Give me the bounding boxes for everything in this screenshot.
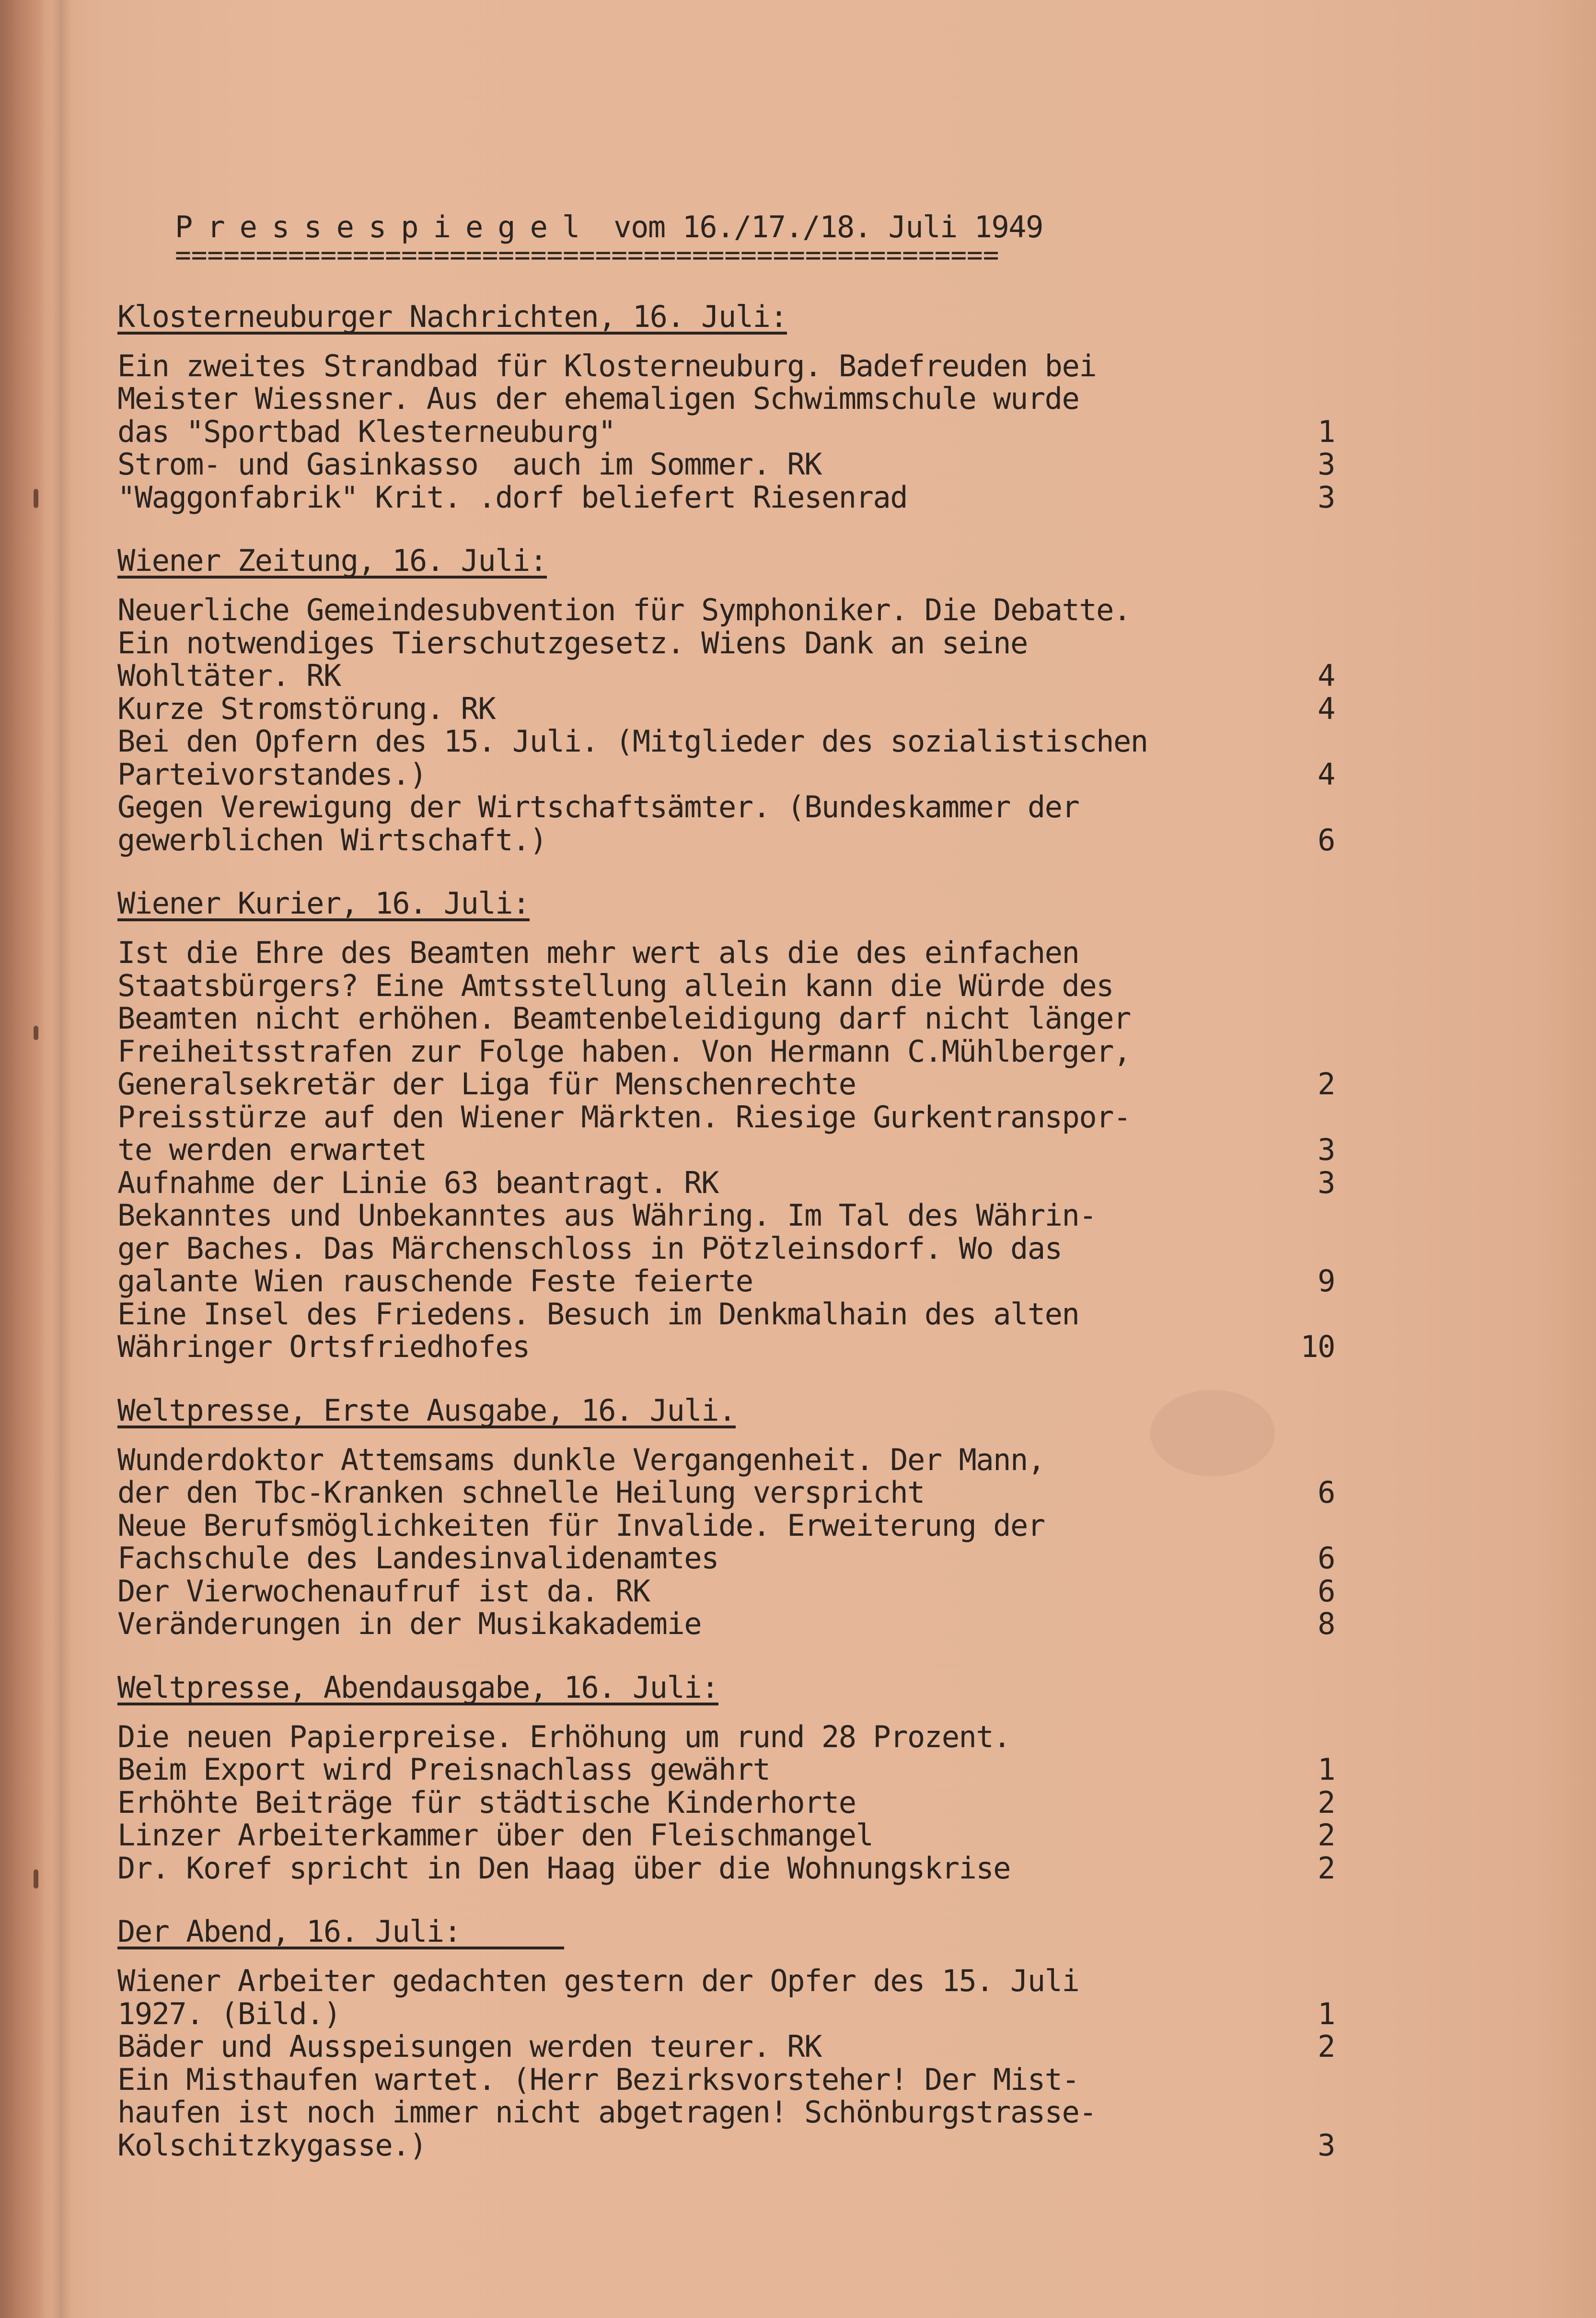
article-line <box>117 1298 1344 1331</box>
section-heading: Klosterneuburger Nachrichten, 16. Juli: <box>117 299 787 334</box>
article-line <box>117 1134 1344 1167</box>
page-number: 6 <box>1318 1573 1335 1609</box>
article-text: der den Tbc-Kranken schnelle Heilung verspricht <box>117 1475 925 1510</box>
page-number <box>1292 970 1344 1003</box>
article-text: Aufnahme der Linie 63 beantragt. RK <box>117 1165 718 1200</box>
article-text: Neuerliche Gemeindesubvention für Symphoniker. Die Debatte. <box>117 592 1131 627</box>
article-text: Bekanntes und Unbekanntes aus Währing. Im Tal des Währin- <box>117 1198 1097 1233</box>
page-number <box>1292 2096 1344 2129</box>
article-line <box>117 1476 1344 1509</box>
page-number: 2 <box>1318 1066 1335 1101</box>
article-text: Erhöhte Beiträge für städtische Kinderhorte <box>117 1785 856 1820</box>
article-line <box>117 758 1344 791</box>
press-review-document <box>117 211 1344 2162</box>
page-number: 2 <box>1318 1850 1335 1886</box>
page-number <box>1292 1232 1344 1265</box>
article-text: Meister Wiessner. Aus der ehemaligen Schwimmschule wurde <box>117 381 1079 416</box>
article-text: Neue Berufsmöglichkeiten für Invalide. Erweiterung der <box>117 1507 1045 1543</box>
document-title <box>117 211 1344 244</box>
article-line <box>117 1232 1344 1265</box>
article-line <box>117 1509 1344 1542</box>
article-text: Bäder und Ausspeisungen werden teurer. RK <box>117 2029 821 2064</box>
page-number: 3 <box>1318 2127 1335 2163</box>
article-text: Generalsekretär der Liga für Menschenrechte <box>117 1066 856 1101</box>
title-word: Pressespiegel <box>175 209 595 244</box>
article-line <box>117 2030 1344 2063</box>
page-number: 1 <box>1318 414 1335 449</box>
article-text: Kolschitzkygasse.) <box>117 2127 427 2163</box>
page-number: 10 <box>1300 1329 1335 1364</box>
article-line <box>117 824 1344 857</box>
article-text: gewerblichen Wirtschaft.) <box>117 822 547 858</box>
article-line <box>117 791 1344 824</box>
article-text: Wunderdoktor Attemsams dunkle Vergangenheit. Der Mann, <box>117 1442 1045 1477</box>
article-line <box>117 1199 1344 1232</box>
article-text: te werden erwartet <box>117 1132 427 1167</box>
title-double-rule: =================================================== <box>175 243 999 271</box>
article-text: ger Baches. Das Märchenschloss in Pötzleinsdorf. Wo das <box>117 1230 1062 1266</box>
page-number: 1 <box>1318 1996 1335 2031</box>
article-line <box>117 1753 1344 1786</box>
page-number <box>1292 725 1344 758</box>
article-text: Preisstürze auf den Wiener Märkten. Riesige Gurkentranspor- <box>117 1099 1131 1135</box>
article-line <box>117 2129 1344 2162</box>
article-line <box>117 1265 1344 1298</box>
article-line <box>117 1542 1344 1575</box>
page-number: 6 <box>1318 1475 1335 1510</box>
article-text: Der Vierwochenaufruf ist da. RK <box>117 1573 650 1609</box>
page-number <box>1292 1965 1344 1998</box>
title-date: vom 16./17./18. Juli 1949 <box>613 209 1043 244</box>
article-line <box>117 693 1344 726</box>
article-text: Wiener Arbeiter gedachten gestern der Opfer des 15. Juli <box>117 1963 1079 1998</box>
page-number <box>1292 382 1344 416</box>
newspaper-section <box>117 1671 1344 1885</box>
article-text: Ist die Ehre des Beamten mehr wert als die des einfachen <box>117 935 1079 970</box>
article-line <box>117 382 1344 416</box>
page-number <box>1292 1298 1344 1331</box>
newspaper-section <box>117 1915 1344 2162</box>
newspaper-section <box>117 887 1344 1364</box>
page-fold-shadow <box>0 0 77 2318</box>
article-line <box>117 1608 1344 1641</box>
page-number: 3 <box>1318 479 1335 515</box>
article-line <box>117 1444 1344 1477</box>
article-line <box>117 1167 1344 1200</box>
article-line <box>117 448 1344 481</box>
page-number: 6 <box>1318 822 1335 858</box>
article-line <box>117 970 1344 1003</box>
page-number: 3 <box>1318 1132 1335 1167</box>
article-text: Parteivorstandes.) <box>117 756 427 792</box>
binding-mark <box>34 1026 38 1040</box>
article-line <box>117 1002 1344 1035</box>
article-text: Gegen Verewigung der Wirtschaftsämter. (Bundeskammer der <box>117 789 1079 824</box>
page-number: 2 <box>1318 1785 1335 1820</box>
section-heading: Weltpresse, Abendausgabe, 16. Juli: <box>117 1669 718 1705</box>
article-text: das "Sportbad Klesterneuburg" <box>117 414 615 449</box>
article-line <box>117 1331 1344 1364</box>
article-text: Strom- und Gasinkasso auch im Sommer. RK <box>117 447 821 482</box>
page-number <box>1292 1721 1344 1754</box>
page-number <box>1292 937 1344 970</box>
article-line <box>117 1721 1344 1754</box>
article-text: Beim Export wird Preisnachlass gewährt <box>117 1752 770 1787</box>
article-line <box>117 1852 1344 1885</box>
page-number: 1 <box>1318 1752 1335 1787</box>
article-text: Fachschule des Landesinvalidenamtes <box>117 1541 718 1576</box>
page-number: 2 <box>1318 2029 1335 2064</box>
article-line <box>117 1819 1344 1852</box>
article-text: Bei den Opfern des 15. Juli. (Mitglieder des sozialistischen <box>117 724 1148 759</box>
page-number: 6 <box>1318 1541 1335 1576</box>
sections-container <box>117 301 1344 2162</box>
page-number <box>1292 594 1344 627</box>
article-text: Eine Insel des Friedens. Besuch im Denkmalhain des alten <box>117 1296 1079 1332</box>
article-line <box>117 594 1344 627</box>
article-line <box>117 2096 1344 2129</box>
page-number <box>1292 2063 1344 2097</box>
article-text: Ein Misthaufen wartet. (Herr Bezirksvorsteher! Der Mist- <box>117 2062 1079 2097</box>
section-heading: Weltpresse, Erste Ausgabe, 16. Juli. <box>117 1392 736 1428</box>
newspaper-section <box>117 1394 1344 1641</box>
article-text: Beamten nicht erhöhen. Beamtenbeleidigung darf nicht länger <box>117 1001 1131 1036</box>
page-number: 4 <box>1318 658 1335 693</box>
newspaper-section <box>117 301 1344 514</box>
binding-mark <box>34 1869 38 1889</box>
article-line <box>117 937 1344 970</box>
article-text: galante Wien rauschende Feste feierte <box>117 1263 753 1298</box>
section-heading: Wiener Zeitung, 16. Juli: <box>117 543 547 578</box>
page-number <box>1292 1002 1344 1035</box>
article-text: "Waggonfabrik" Krit. .dorf beliefert Riesenrad <box>117 479 908 515</box>
article-line <box>117 2063 1344 2097</box>
section-heading: Wiener Kurier, 16. Juli: <box>117 886 530 921</box>
page-number <box>1292 1444 1344 1477</box>
page-number: 8 <box>1318 1606 1335 1641</box>
article-line <box>117 1965 1344 1998</box>
page-number <box>1292 1509 1344 1542</box>
article-text: Veränderungen in der Musikakademie <box>117 1606 702 1641</box>
article-text: Ein zweites Strandbad für Klosterneuburg. Badefreuden bei <box>117 348 1097 383</box>
article-text: haufen ist noch immer nicht abgetragen! Schönburgstrasse- <box>117 2095 1097 2130</box>
article-line <box>117 1068 1344 1101</box>
article-text: Freiheitsstrafen zur Folge haben. Von Hermann C.Mühlberger, <box>117 1033 1131 1069</box>
article-line <box>117 1101 1344 1134</box>
article-text: Wohltäter. RK <box>117 658 341 693</box>
article-text: Dr. Koref spricht in Den Haag über die Wohnungskrise <box>117 1850 1011 1886</box>
page-number <box>1292 1199 1344 1232</box>
article-line <box>117 481 1344 514</box>
article-line <box>117 1035 1344 1068</box>
page-number: 3 <box>1318 1165 1335 1200</box>
article-text: Die neuen Papierpreise. Erhöhung um rund 28 Prozent. <box>117 1719 1011 1754</box>
page-number <box>1292 1035 1344 1068</box>
article-line <box>117 350 1344 383</box>
article-text: Ein notwendiges Tierschutzgesetz. Wiens Dank an seine <box>117 625 1028 661</box>
section-heading: Der Abend, 16. Juli: <box>117 1914 564 1949</box>
article-text: 1927. (Bild.) <box>117 1996 341 2031</box>
article-line <box>117 416 1344 449</box>
article-line <box>117 1998 1344 2031</box>
article-line <box>117 660 1344 693</box>
article-line <box>117 725 1344 758</box>
newspaper-section <box>117 545 1344 857</box>
article-text: Kurze Stromstörung. RK <box>117 691 496 726</box>
page-number: 4 <box>1318 691 1335 726</box>
article-text: Linzer Arbeiterkammer über den Fleischmangel <box>117 1818 873 1853</box>
article-text: Währinger Ortsfriedhofes <box>117 1329 530 1364</box>
article-text: Staatsbürgers? Eine Amtsstellung allein kann die Würde des <box>117 968 1113 1003</box>
page-number: 9 <box>1318 1263 1335 1298</box>
article-line <box>117 1786 1344 1820</box>
page-number <box>1292 791 1344 824</box>
page-number: 2 <box>1318 1818 1335 1853</box>
page-number <box>1292 350 1344 383</box>
page-number: 3 <box>1318 447 1335 482</box>
binding-mark <box>34 489 38 508</box>
page-number: 4 <box>1318 756 1335 792</box>
article-line <box>117 627 1344 660</box>
page-number <box>1292 1101 1344 1134</box>
article-line <box>117 1575 1344 1608</box>
page-number <box>1292 627 1344 660</box>
